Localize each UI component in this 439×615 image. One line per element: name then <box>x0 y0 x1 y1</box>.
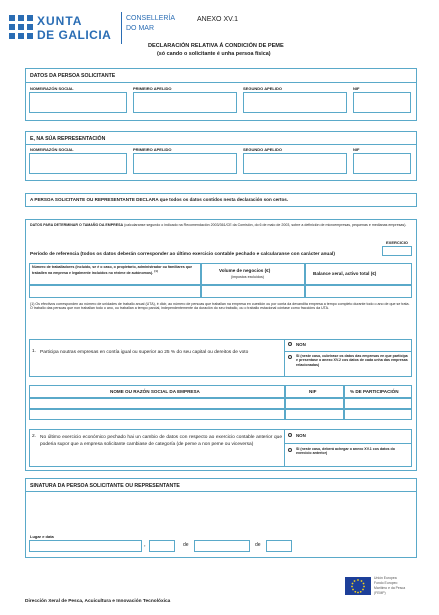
eu-logo <box>345 575 415 597</box>
question-1-no-label: NON <box>296 342 306 347</box>
eu-line-4: (FEMP) <box>374 591 386 595</box>
representative-name-label: NOME/RAZÓN SOCIAL <box>30 147 74 152</box>
place-field[interactable] <box>29 540 142 552</box>
balance-header-label: Balance xeral, activo total (€) <box>313 271 377 276</box>
turnover-header-label: Volume de negocios (€) <box>219 268 271 273</box>
representative-name-field[interactable] <box>29 153 127 174</box>
eu-line-3: Marítimo e da Pesca <box>374 586 406 590</box>
question-1-yes-radio[interactable] <box>288 355 292 359</box>
question-1-options-rule <box>284 351 412 352</box>
uta-footnote: (1) Os efectivos corresponden ao número de unidades de traballo anual (UTA), é dicir, ao número de persoas que traballan na empresa en cuestión ou por conta da devandita empresa a tempo completo durante todo o ano de que se trata. O traballo das persoas que non traballan todo o ano, ou traballan a tempo parcial, independentemente da duración do seu traballo, ou o traballo estacional cóntase como fraccións da UTA. <box>30 302 410 311</box>
footer-text: Dirección Xeral de Pesca, Acuicultura e Innovación Tecnolóxica <box>25 599 171 604</box>
department-line-1: CONSELLERÍA <box>126 15 176 22</box>
workers-header-label: Número de traballadores (incluído, se é o caso, o propietario, administrador ou familiares que traballen na empresa e legalmente incluídos no réxime de autónomos). <box>32 265 193 276</box>
workers-header-footnote-ref: (1) <box>154 269 158 274</box>
representative-first-surname-field[interactable] <box>133 153 237 174</box>
question-1-number: 1. <box>32 349 37 354</box>
question-2-yes-radio[interactable] <box>288 448 292 452</box>
department-line-2: DO MAR <box>126 25 154 32</box>
company-size-title-note: (calcularanse segundo o indicado na Recomendación 2003/361/CE da Comisión, do 6 de maio de 2003, sobre a definición de microempresas, pequenas e medianas empresas). <box>124 223 407 227</box>
place-date-label: Lugar e data <box>30 534 54 539</box>
participation-header-percent-label: % DE PARTICIPACIÓN <box>350 389 399 394</box>
declaration-text: A PERSOA SOLICITANTE OU REPRESENTANTE DECLARA que todos os datos contidos nesta declaración son certos. <box>30 197 289 202</box>
applicant-section-title: DATOS DA PERSOA SOLICITANTE <box>30 73 116 79</box>
signature-title-rule <box>25 491 417 492</box>
eu-flag-icon <box>345 577 371 595</box>
applicant-first-surname-field[interactable] <box>133 92 237 113</box>
place-comma: , <box>144 542 146 548</box>
participation-row-2-name[interactable] <box>29 409 285 420</box>
participation-header-nif-label: NIF <box>309 389 317 394</box>
question-2-yes-label: SI (neste caso, deberá achegar o anexo XV.1 cos datos do exercicio anterior) <box>296 447 395 456</box>
company-size-title-bold: DATOS PARA DETERMINAR O TAMAÑO DA EMPRESA <box>30 223 124 227</box>
applicant-title-rule <box>25 82 417 83</box>
participation-row-1-percent[interactable] <box>344 398 412 409</box>
representative-section-title: E, NA SÚA REPRESENTACIÓN <box>30 136 106 142</box>
year-field[interactable] <box>266 540 292 552</box>
logo-divider <box>121 12 122 44</box>
question-2-number: 2. <box>32 434 37 439</box>
annex-label: ANEXO XV.1 <box>197 16 238 23</box>
applicant-nif-label: NIF <box>353 86 360 91</box>
question-2-no-label: NON <box>296 433 306 438</box>
exercise-field[interactable] <box>382 246 412 256</box>
logo-line-1: XUNTA <box>37 14 83 28</box>
reference-period-text: Período de referencia (todos os datos deberán corresponder ao último exercicio contable pechado e calcularanse con carácter anual) <box>30 252 335 257</box>
exercise-label: EXERCICIO <box>386 240 409 245</box>
turnover-header-sub: (impostos excluídos) <box>231 275 264 279</box>
applicant-nif-field[interactable] <box>353 92 411 113</box>
company-size-title <box>30 223 410 227</box>
applicant-second-surname-field[interactable] <box>243 92 347 113</box>
question-1-text: Participa noutras empresas en contía igual ou superior ao 25 % do seu capital ou dereitos de voto <box>40 350 249 355</box>
participation-row-2-percent[interactable] <box>344 409 412 420</box>
workers-value-field[interactable] <box>29 285 201 298</box>
applicant-name-field[interactable] <box>29 92 127 113</box>
representative-second-surname-label: SEGUNDO APELIDO <box>243 147 282 152</box>
logo-line-2: DE GALICIA <box>37 28 112 42</box>
question-2-no-radio[interactable] <box>288 433 292 437</box>
balance-value-field[interactable] <box>305 285 412 298</box>
question-1-no-radio[interactable] <box>288 342 292 346</box>
representative-nif-field[interactable] <box>353 153 411 174</box>
date-de-1: de <box>183 542 189 548</box>
xunta-logo <box>8 11 120 43</box>
representative-title-rule <box>25 144 417 145</box>
applicant-name-label: NOME/RAZÓN SOCIAL <box>30 86 74 91</box>
turnover-header-cell <box>201 263 305 285</box>
signature-section-title: SINATURA DA PERSOA SOLICITANTE OU REPRESENTANTE <box>30 483 180 489</box>
xunta-cross-icon <box>8 14 34 40</box>
eu-line-1: Unión Europea <box>374 576 397 580</box>
document-title: DECLARACIÓN RELATIVA Á CONDICIÓN DE PEME <box>148 43 284 49</box>
turnover-value-field[interactable] <box>201 285 305 298</box>
day-field[interactable] <box>149 540 175 552</box>
question-2-options-rule <box>284 443 412 444</box>
applicant-second-surname-label: SEGUNDO APELIDO <box>243 86 282 91</box>
document-subtitle: (só cando o solicitante é unha persoa física) <box>157 51 271 57</box>
eu-line-2: Fondo Europeo <box>374 581 398 585</box>
participation-row-1-name[interactable] <box>29 398 285 409</box>
applicant-first-surname-label: PRIMEIRO APELIDO <box>133 86 172 91</box>
workers-header-text <box>32 265 197 276</box>
question-1-yes-label: SI (neste caso, cubrirase os datos das empresas en que participa e presentase o anexo XV.2 cos datos de cada unha das empresas relacionadas) <box>296 354 408 367</box>
representative-first-surname-label: PRIMEIRO APELIDO <box>133 147 172 152</box>
participation-row-1-nif[interactable] <box>285 398 344 409</box>
date-de-2: de <box>255 542 261 548</box>
month-field[interactable] <box>194 540 250 552</box>
representative-nif-label: NIF <box>353 147 360 152</box>
question-2-text: No último exercicio económico pechado hai un cambio de datos con respecto ao exercicio contable anterior que poderia supor que a empresa solicitante cambiase de categoría (de peme a non peme ou viceversa) <box>40 435 282 447</box>
participation-row-2-nif[interactable] <box>285 409 344 420</box>
participation-header-name-label: NOME OU RAZÓN SOCIAL DA EMPRESA <box>110 389 200 394</box>
representative-second-surname-field[interactable] <box>243 153 347 174</box>
